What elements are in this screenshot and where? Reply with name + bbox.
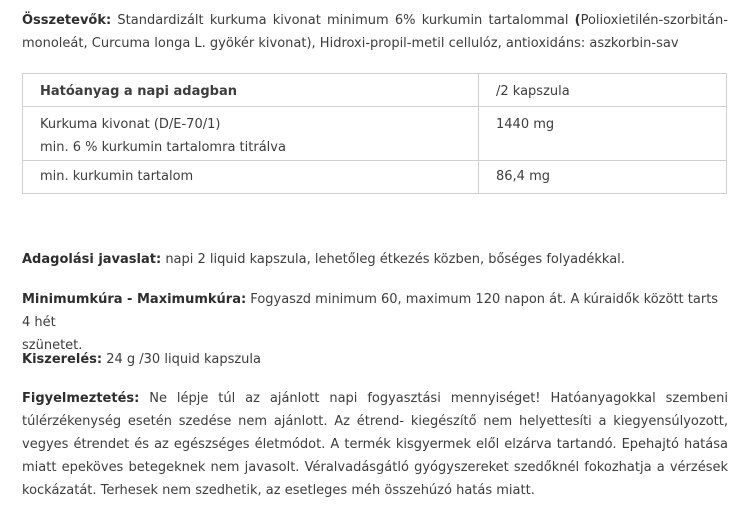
warning-line-4: miatt epeköves betegeknek nem javasolt. Véralvadásgátló gyógyszereket szedőknél fokozhatja a vérzések xyxy=(22,460,728,475)
warning-text-1: Ne lépje túl az ajánlott napi fogyasztási mennyiséget! Hatóanyagokkal szembeni xyxy=(139,391,728,406)
row-subtext: min. 6 % kurkumin tartalomra titrálva xyxy=(40,140,286,155)
warning-label: Figyelmeztetés: xyxy=(22,391,140,406)
row-value: 86,4 mg xyxy=(479,161,727,194)
table-header-active-ingredient: Hatóanyag a napi adagban xyxy=(23,74,479,107)
nutrition-table xyxy=(22,73,727,194)
cure-paragraph xyxy=(22,288,728,357)
warning-line-2: túlérzékenység esetén szedése nem ajánlott. Az étrend- kiegészítő nem helyettesíti a kiegyensúlyozott, xyxy=(22,414,728,429)
row-name: min. kurkumin tartalom xyxy=(23,161,479,194)
dosage-paragraph xyxy=(22,248,728,271)
packaging-paragraph xyxy=(22,348,728,371)
ingredients-text-tail: Polioxietilén-szorbitán- xyxy=(580,13,728,28)
table-header-row xyxy=(23,74,727,107)
table-cell-name xyxy=(23,107,479,161)
cure-text: Fogyaszd minimum 60, maximum 120 napon át. A kúraidők között tarts 4 hét xyxy=(22,292,719,330)
cure-line-2: szünetet. xyxy=(22,338,83,353)
packaging-label: Kiszerelés: xyxy=(22,352,103,367)
ingredients-paragraph xyxy=(22,9,728,55)
ingredients-line-2: monoleát, Curcuma longa L. gyökér kivonat), Hidroxi-propil-metil cellulóz, antioxidáns: aszkorbin-sav xyxy=(22,36,679,51)
table-row xyxy=(23,107,727,161)
warning-line-5: kockázatát. Terhesek nem szedhetik, az esetleges méh összehúzó hatás miatt. xyxy=(22,483,535,498)
warning-line-1 xyxy=(22,387,728,410)
cure-label: Minimumkúra - Maximumkúra: xyxy=(22,292,247,307)
ingredients-paren: ( xyxy=(574,13,581,28)
ingredients-label: Összetevők: xyxy=(22,13,112,28)
packaging-text: 24 g /30 liquid kapszula xyxy=(102,352,261,367)
ingredients-line-1 xyxy=(22,9,728,32)
dosage-text: napi 2 liquid kapszula, lehetőleg étkezés közben, bőséges folyadékkal. xyxy=(161,252,625,267)
row-value: 1440 mg xyxy=(479,107,727,161)
table-header-per-dose: /2 kapszula xyxy=(479,74,727,107)
cure-line-1 xyxy=(22,288,728,334)
row-name: Kurkuma kivonat (D/E-70/1) xyxy=(40,117,221,132)
table-row xyxy=(23,161,727,194)
ingredients-text: Standardizált kurkuma kivonat minimum 6% kurkumin tartalommal xyxy=(111,13,575,28)
dosage-label: Adagolási javaslat: xyxy=(22,252,162,267)
warning-paragraph xyxy=(22,387,728,502)
warning-line-3: vegyes étrendet és az egészséges életmódot. A termék kisgyermek elől elzárva tartandó. Epehajtó hatása xyxy=(22,437,728,452)
